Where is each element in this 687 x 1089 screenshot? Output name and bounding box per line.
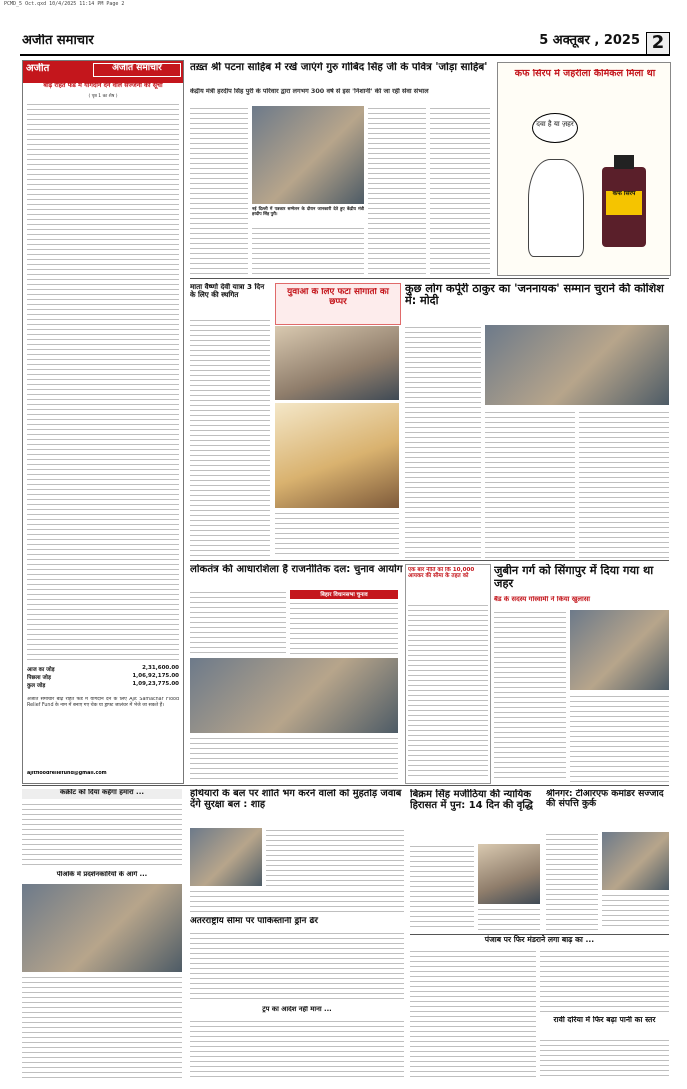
karpoori-text-1 bbox=[405, 325, 481, 558]
cartoon-box bbox=[497, 62, 671, 276]
election-text-3 bbox=[190, 736, 398, 782]
punjab-text-2 bbox=[540, 949, 669, 1013]
election-headline: लोकतंत्र की आधारशिला हैं राजनीतिक दल: चुनाव आयोग bbox=[190, 564, 403, 575]
total-row-grand: कुल जोड़ 1,09,23,775.00 bbox=[27, 681, 179, 689]
donor-title: बाढ़ राहत फंड में योगदान देने वाले सज्जनों की सूची bbox=[43, 83, 163, 89]
shah-text-1 bbox=[266, 828, 404, 886]
majithia-photo bbox=[478, 844, 540, 904]
diwali-box bbox=[275, 283, 401, 325]
main-text-col-3 bbox=[430, 106, 490, 274]
donor-list bbox=[27, 102, 179, 662]
karpoori-text-3 bbox=[579, 410, 669, 558]
trump-headline: ट्रंप का आदेश नहीं माना ... bbox=[262, 1006, 332, 1013]
cartoon-bubble: दवा है या ज़हर bbox=[532, 113, 578, 143]
zubeen-subheadline: बैंड के सदस्य गोस्वामी ने किया खुलासा bbox=[494, 596, 591, 603]
cartoon-headline: कफ सिरप में जहरीला कैमिकल मिला था bbox=[514, 69, 656, 79]
shah-text-2 bbox=[190, 889, 404, 913]
karpoori-headline: कुछ लोग कर्पूरी ठाकुर का 'जननायक' सम्मान चुराने की कोशिश में: मोदी bbox=[405, 283, 664, 308]
karpoori-photo bbox=[485, 325, 669, 405]
election-text-2 bbox=[290, 601, 398, 656]
donor-totals bbox=[27, 665, 179, 693]
karpoori-text-2 bbox=[485, 410, 575, 558]
donor-subtitle: ( पृष्ठ 1 का शेष ) bbox=[88, 94, 118, 99]
page-meta: PCMD_5 Oct.qxd 10/4/2025 11:14 PM Page 2 bbox=[4, 1, 125, 7]
diwali-text bbox=[275, 511, 399, 558]
cartoon-bottle-cap bbox=[614, 155, 634, 169]
zubeen-text-1 bbox=[494, 610, 566, 782]
border-headline: अंतरराष्ट्रीय सीमा पर पाकिस्तानी ड्रोन ढेर bbox=[190, 917, 319, 926]
bottom-left-subtitle: पीओके में प्रदर्शनकारियों के आगे ... bbox=[56, 871, 148, 878]
gst-box bbox=[405, 564, 491, 784]
shah-headline: हथियारों के बल पर शांति भंग करने वालों को मुंहतोड़ जवाब देंगे सुरक्षा बल : शाह bbox=[190, 789, 402, 810]
donor-email[interactable]: ajitfloodreliefund@gmail.com bbox=[27, 771, 107, 776]
srinagar-photo bbox=[602, 832, 669, 890]
zubeen-headline: जुबीन गर्ग को सिंगापुर में दिया गया था जहर bbox=[494, 564, 654, 590]
border-text bbox=[190, 931, 404, 1003]
gst-text bbox=[408, 603, 488, 779]
ravi-text bbox=[540, 1038, 669, 1079]
diwali-photo bbox=[275, 326, 399, 400]
main-headline: तख़्त श्री पटना साहिब में रखे जाएंगे गुरु गोबिंद सिंह जी के पवित्र 'जोड़ा साहिब' bbox=[190, 62, 488, 73]
total-row-previous: पिछला जोड़ 1,06,92,175.00 bbox=[27, 673, 179, 681]
pok-photo bbox=[22, 884, 182, 972]
page-number: 2 bbox=[646, 32, 670, 56]
punjab-text-1 bbox=[410, 949, 536, 1079]
bihar-tag: बिहार विधानसभा चुनाव bbox=[290, 590, 398, 599]
donor-box bbox=[22, 60, 184, 784]
vaishno-headline: माता वैष्णो देवी यात्रा 3 दिन के लिए की स्थगित bbox=[190, 283, 265, 299]
bottom-left-text-1 bbox=[22, 802, 182, 868]
bottom-left-title: कंक्रीट को दिया कहेगा हमारा ... bbox=[22, 789, 182, 799]
row-divider-3 bbox=[22, 785, 669, 786]
majithia-text-1 bbox=[410, 844, 474, 930]
cartoon-figure bbox=[528, 159, 584, 257]
masthead: अजीत समाचार bbox=[22, 34, 94, 48]
majithia-text-2 bbox=[478, 907, 540, 930]
total-row-today: आज का जोड़ 2,31,600.00 bbox=[27, 665, 179, 673]
vaishno-text bbox=[190, 318, 270, 558]
election-photo bbox=[190, 658, 398, 733]
row-divider-2 bbox=[190, 560, 669, 561]
majithia-headline: बिक्रम सिंह मजीठिया की न्यायिक हिरासत में पुन: 14 दिन की वृद्धि bbox=[410, 789, 533, 811]
trump-text bbox=[190, 1019, 404, 1079]
election-text-1 bbox=[190, 590, 286, 656]
main-subheadline: केंद्रीय मंत्री हरदीप सिंह पुरी के परिवार द्वारा लगभग 300 वर्ष से इस 'निशानी' की जा रही सेवा संभाल bbox=[190, 88, 429, 95]
srinagar-text-1 bbox=[546, 832, 598, 930]
donor-logo-1: अजीत bbox=[26, 63, 50, 74]
zubeen-photo bbox=[570, 610, 669, 690]
donor-appeal: अजीत समाचार बाढ़ राहत फंड में योगदान देने के लिए Ajit Samachar Flood Relief Fund के नाम में बनाए गए चेक या ड्राफ्ट जालंधर में भेजे जा सकते हैं। bbox=[27, 697, 179, 708]
main-text-col-1 bbox=[190, 106, 248, 274]
donor-logo-2: अजीत समाचार bbox=[93, 63, 181, 77]
masthead-rule bbox=[20, 54, 670, 56]
row-divider-1 bbox=[190, 278, 669, 279]
main-photo bbox=[252, 106, 364, 204]
gst-headline: एक बार नीति को कि 10,000 आयकर की सीमा के तहत को bbox=[408, 567, 475, 580]
zubeen-text-2 bbox=[570, 694, 669, 782]
diwali-cartoon bbox=[275, 403, 399, 508]
main-text-col-2 bbox=[368, 106, 426, 274]
bottom-left-text-2 bbox=[22, 975, 182, 1079]
cartoon-bottle-label: कफ सिरप bbox=[606, 191, 642, 215]
shah-photo bbox=[190, 828, 262, 886]
main-text-col-4 bbox=[252, 226, 364, 274]
page-date: 5 अक्तूबर , 2025 bbox=[539, 34, 640, 48]
srinagar-headline: श्रीनगर: टीआरएफ कमांडर सज्जाद की संपत्ति कुर्क bbox=[546, 789, 664, 810]
ravi-headline: रावी दरिया में फिर बढ़ा पानी का स्तर bbox=[553, 1016, 656, 1024]
main-photo-caption: नई दिल्ली में पत्रकार सम्मेलन के दौरान जानकारी देते हुए केंद्रीय मंत्री हरदीप सिंह पुरी। bbox=[252, 206, 364, 217]
donor-header bbox=[23, 61, 183, 83]
srinagar-text-2 bbox=[602, 893, 669, 930]
diwali-headline: युवाओं के लिए फटा सौगातों का छप्पर bbox=[287, 288, 389, 307]
punjab-headline: पंजाब पर फिर मंडराने लगा बाढ़ का ... bbox=[410, 934, 669, 947]
